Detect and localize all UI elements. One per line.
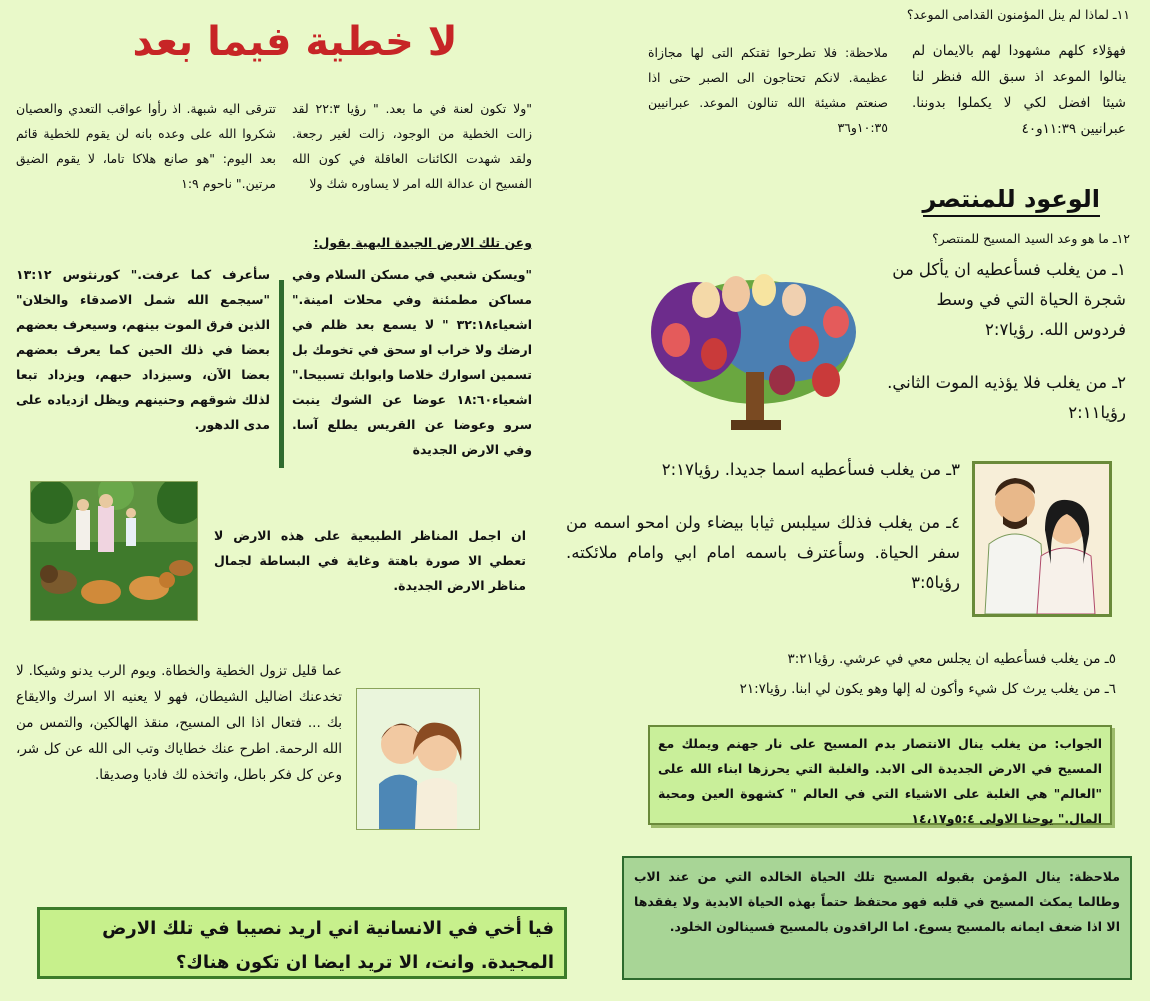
- q12-question: ١٢ـ ما هو وعد السيد المسيح للمنتصر؟: [932, 231, 1130, 246]
- couple-in-white-robes-illustration: [972, 461, 1112, 617]
- divider-bar: [279, 280, 284, 468]
- couple-portrait-illustration: [356, 688, 480, 830]
- scenery-text: ان اجمل المناظر الطبيعية على هذه الارض لا تعطي الا صورة باهتة وغاية في البساطة لجمال مناظر الارض الجديدة.: [214, 528, 526, 593]
- tree-of-life-illustration: [636, 262, 872, 438]
- promise-1: ١ـ من يغلب فسأعطيه ان يأكل من شجرة الحياة التي في وسط فردوس الله. رؤيا٢:٧: [892, 260, 1126, 339]
- note-text: ملاحظة: ينال المؤمن بقبوله المسيح تلك الحياة الخالده التي من عند الاب وطالما يمكث المسيح في قلبه فهو محتفظ حتماً بهذه الحياة الابدية ولا يفقدها الا اذا ضعف ايمانه بالمسيح يسوع. اما الراقدون بالمسيح فسينالون الخلود.: [634, 869, 1120, 934]
- promise-4: ٤ـ من يغلب فذلك سيلبس ثيابا بيضاء ولن امحو اسمه من سفر الحياة. وسأعترف باسمه امام ابي وامام ملائكته. رؤيا٣:٥: [566, 513, 960, 592]
- q11-question: ١١ـ لماذا لم ينل المؤمنون القدامى الموعد؟: [906, 7, 1130, 22]
- plea-box: [37, 907, 567, 979]
- note-box: [622, 856, 1132, 980]
- q11-answer: فهؤلاء كلهم مشهودا لهم بالايمان لم ينالوا الموعد اذ سبق الله فنظر لنا شيئا افضل لكي لا يكملوا بدوننا. عبرانيين ١١:٣٩و٤٠: [912, 43, 1126, 137]
- promise-2: ٢ـ من يغلب فلا يؤذيه الموت الثاني. رؤيا٢:١١: [887, 373, 1126, 422]
- promise-6: ٦ـ من يغلب يرث كل شيء وأكون له إلها وهو يكون لي ابنا. رؤيا٢١:٧: [739, 681, 1116, 697]
- land-column-left: سأعرف كما عرفت." كورنثوس ١٣:١٢ "سيجمع الله شمل الاصدقاء والخلان" الذين فرق الموت بينهم، وسيعرف بعضهم بعضا في ذلك الحين كما يعرف بعضهم بعضا الآن، وسيزداد حبهم، ويزداد تبعا لذلك شوقهم وحنينهم ويظل ازدياده على مدى الدهور.: [16, 267, 270, 432]
- intro-column-right: "ولا تكون لعنة في ما بعد. " رؤيا ٢٢:٣ لقد زالت الخطية من الوجود، زالت لغير رجعة. ولقد شهدت الكائنات العاقلة في كون الله الفسيح ان عدالة الله امر لا يساوره شك ولا: [292, 101, 532, 191]
- promise-5: ٥ـ من يغلب فسأعطيه ان يجلس معي في عرشي. رؤيا٣:٢١: [787, 651, 1116, 667]
- intro-column-left: تترقى اليه شبهة. اذ رأوا عواقب التعدي والعصيان شكروا الله على وعده بانه لن يقوم للخطية قائم بعد اليوم: "هو صانع هلاكا تاما، لا يقوم الضيق مرتين." ناحوم ١:٩: [16, 101, 276, 191]
- promises-heading: الوعود للمنتصر: [923, 185, 1100, 217]
- appeal-text: عما قليل تزول الخطية والخطاة. ويوم الرب يدنو وشيكا. لا تخدعنك اضاليل الشيطان، فهو لا يعنيه الا اسرك والايقاع بك ... فتعال اذا الى المسيح، منقذ الهالكين، والتمس من الله الرحمة. اطرح عنك خطاياك وتب الى الله عن كل شر، وعن كل فكر باطل، واتخذه لك فاديا وصديقا.: [16, 663, 342, 783]
- answer-text: الجواب: من يغلب ينال الانتصار بدم المسيح على نار جهنم ويملك مع المسيح في الارض الجديدة الى الابد. والغلبة التي يحرزها ابناء الله على "العالم" هي الغلبة على الاشياء التي في العالم " كشهوة العين ومحبة المال." يوحنا الاولى ٥:٤و١٤،١٧: [658, 736, 1102, 826]
- plea-text: فيا أخي في الانسانية اني اريد نصيبا في تلك الارض المجيدة. وانت، الا تريد ايضا ان تكون هناك؟: [102, 918, 554, 973]
- land-lead: وعن تلك الارض الجيدة البهية يقول:: [313, 235, 532, 250]
- promise-3: ٣ـ من يغلب فسأعطيه اسما جديدا. رؤيا٢:١٧: [661, 460, 960, 479]
- page-title: لا خطية فيما بعد: [132, 19, 458, 65]
- answer-box: [648, 725, 1112, 825]
- q11-note: ملاحظة: فلا تطرحوا ثقتكم التى لها مجازاة عظيمة. لانكم تحتاجون الى الصبر حتى اذا صنعتم مشيئة الله تنالون الموعد. عبرانيين ١٠:٣٥و٣٦: [648, 45, 888, 135]
- family-in-garden-with-lions-illustration: [30, 481, 198, 621]
- land-column-right: "ويسكن شعبي في مسكن السلام وفي مساكن مطمئنة وفي محلات امينة." اشعياء٣٢:١٨ " لا يسمع بعد ظلم في ارضك ولا خراب او سحق في تخومك بل تسمين اسوارك خلاصا وابوابك تسبيحا." اشعياء١٨:٦٠ عوضا عن الشوك ينبت سرو وعوضا عن القريس يطلع آسا. وفي الارض الجديدة: [292, 267, 532, 457]
